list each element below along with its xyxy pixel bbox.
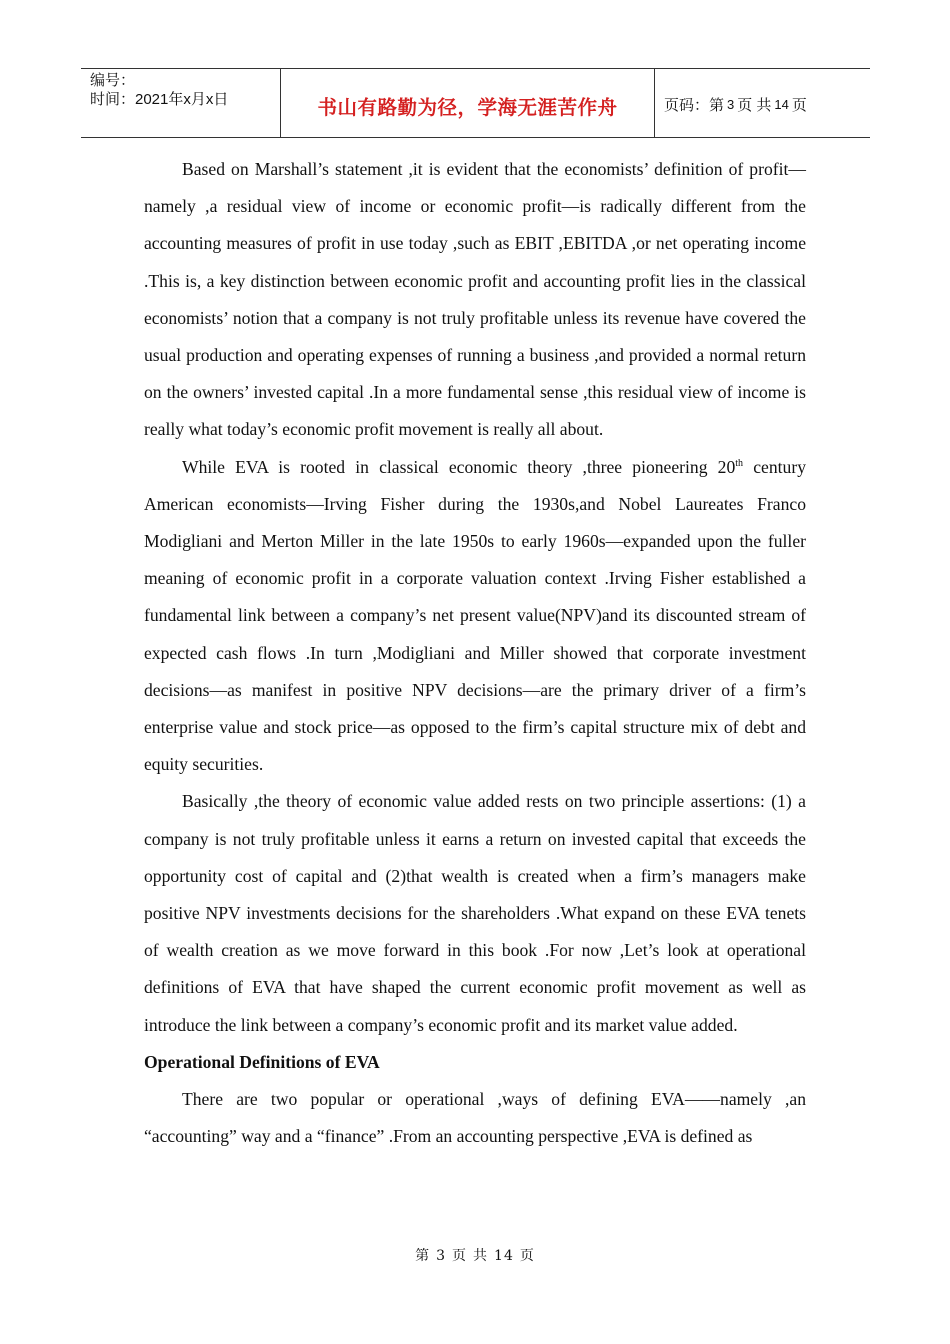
page-indicator bbox=[655, 69, 870, 137]
header-table bbox=[81, 68, 870, 138]
page-total: 14 bbox=[774, 96, 789, 112]
paragraph-2-part-b: century American economists—Irving Fisher during the 1930s,and Nobel Laureates Franco Modigliani and Merton Miller in the late 1950s to early 1960s—expanded upon the fuller meaning of economic profit in a corporate valuation context .Irving Fisher established a fundamental link between a company’s net present value(NPV)and its discounted stream of expected cash flows .In turn ,Modigliani and Miller showed that corporate investment decisions—as manifest in positive NPV decisions—are the primary driver of a firm’s enterprise value and stock price—as opposed to the firm’s capital structure mix of debt and equity securities. bbox=[144, 456, 806, 775]
footer-total-pages: 14 bbox=[494, 1248, 514, 1264]
footer-current-page: 3 bbox=[436, 1248, 447, 1264]
superscript-th: th bbox=[735, 457, 744, 469]
page-footer bbox=[0, 1245, 950, 1265]
paragraph-1: Based on Marshall’s statement ,it is evident that the economists’ definition of profit—namely ,a residual view of income or economic profit—is radically different from the accounting measures of profit in use today ,such as EBIT ,EBITDA ,or net operating income .This is, a key distinction between economic profit and accounting profit lies in the classical economists’ notion that a company is not truly profitable unless its revenue have covered the usual production and operating expenses of running a business ,and provided a normal return on the owners’ invested capital .In a more fundamental sense ,this residual view of income is really what today’s economic profit movement is really all about. bbox=[144, 159, 806, 440]
page-label-suffix: 页 bbox=[791, 96, 807, 114]
page-label-prefix: 页码：第 bbox=[664, 96, 725, 114]
paragraph-4: There are two popular or operational ,ways of defining EVA——namely ,an “accounting” way and a “finance” .From an accounting perspective ,EVA is defined as bbox=[144, 1089, 806, 1147]
page-label-mid: 页 共 bbox=[737, 96, 772, 114]
number-label: 编号： bbox=[90, 72, 136, 89]
page-current: 3 bbox=[727, 96, 735, 112]
paragraph-3: Basically ,the theory of economic value added rests on two principle assertions: (1) a company is not truly profitable unless it earns a return on invested capital that exceeds the opportunity cost of capital and (2)that wealth is created when a firm’s managers make positive NPV investments decisions for the shareholders .What expand on these EVA tenets of wealth creation as we move forward in this book .For now ,Let’s look at operational definitions of EVA that have shaped the current economic profit movement as well as introduce the link between a company’s economic profit and its market value added. bbox=[144, 791, 806, 1035]
section-heading: Operational Definitions of EVA bbox=[144, 1051, 380, 1072]
footer-di: 第 bbox=[415, 1248, 431, 1264]
header-left-cell bbox=[81, 69, 281, 137]
footer-ye: 页 bbox=[452, 1248, 468, 1264]
footer-gong: 共 bbox=[473, 1248, 489, 1264]
motto: 书山有路勤为径，学海无涯苦作舟 bbox=[281, 69, 655, 137]
document-body bbox=[144, 151, 806, 1155]
footer-ye-2: 页 bbox=[519, 1248, 535, 1264]
date-label: 时间：2021年x月x日 bbox=[90, 91, 229, 108]
paragraph-2 bbox=[144, 449, 806, 784]
paragraph-2-part-a: While EVA is rooted in classical economic theory ,three pioneering 20 bbox=[182, 456, 736, 477]
